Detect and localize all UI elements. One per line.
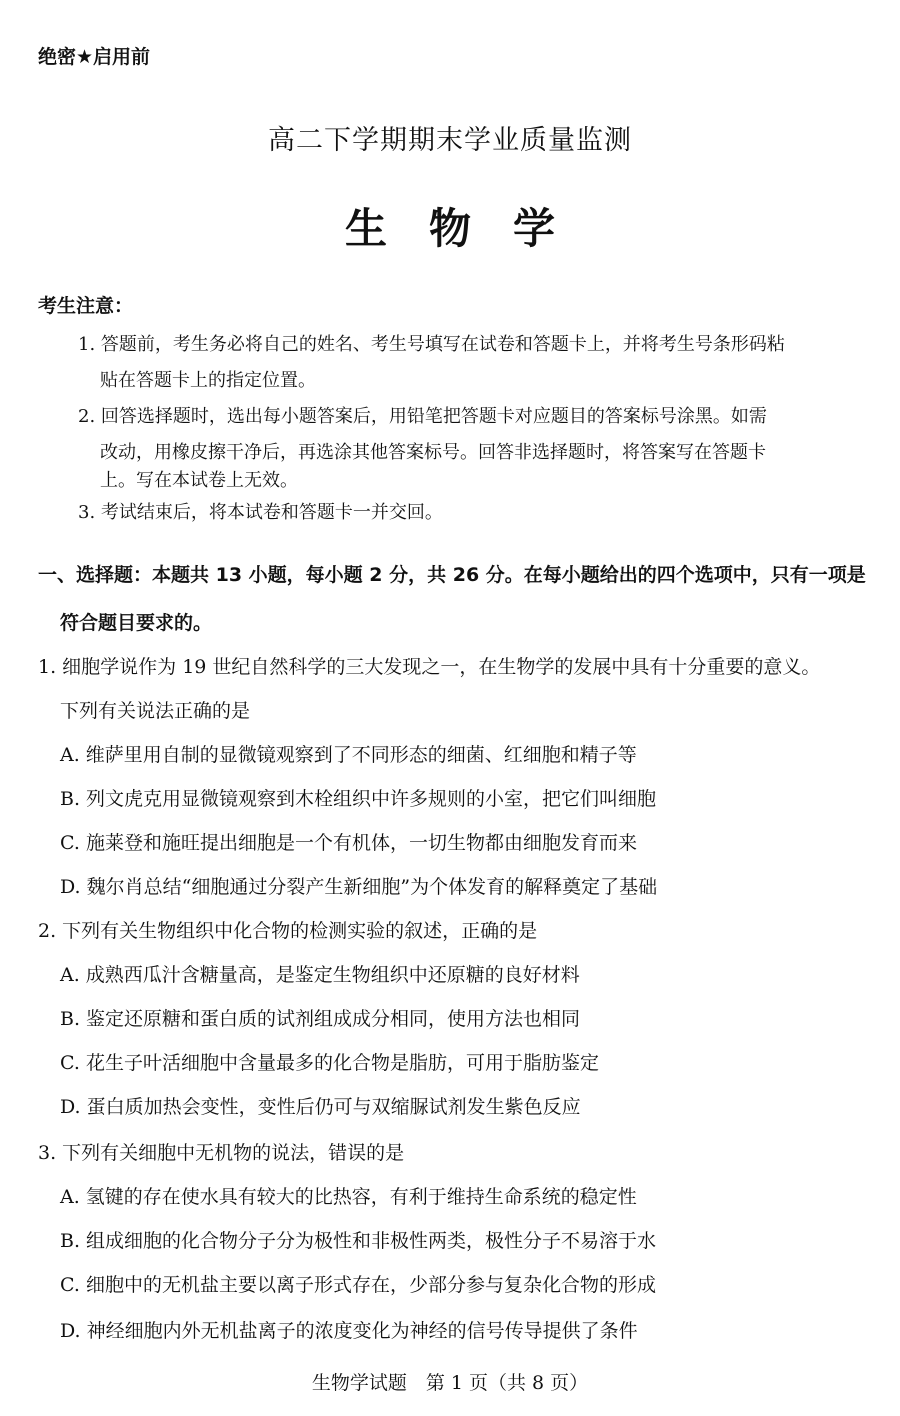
confidential-label: 绝密★启用前	[38, 46, 151, 68]
section-heading-cont: 符合题目要求的。	[60, 612, 213, 634]
page-footer: 生物学试题 第 1 页（共 8 页）	[311, 1372, 589, 1394]
section-heading: 一、选择题：本题共 13 小题，每小题 2 分，共 26 分。在每小题给出的四个选项中，只有一项是	[38, 564, 866, 586]
notice-line: 3. 考试结束后，将本试卷和答题卡一并交回。	[78, 502, 443, 523]
question-2-option-c: C. 花生子叶活细胞中含量最多的化合物是脂肪，可用于脂肪鉴定	[60, 1052, 599, 1074]
question-2-stem: 2. 下列有关生物组织中化合物的检测实验的叙述，正确的是	[38, 920, 538, 942]
question-1-stem-cont: 下列有关说法正确的是	[60, 700, 251, 722]
question-1-stem: 1. 细胞学说作为 19 世纪自然科学的三大发现之一，在生物学的发展中具有十分重要的意义。	[38, 656, 821, 678]
question-1-option-a: A. 维萨里用自制的显微镜观察到了不同形态的细菌、红细胞和精子等	[60, 744, 637, 766]
exam-title: 高二下学期期末学业质量监测	[268, 125, 632, 156]
notice-line: 2. 回答选择题时，选出每小题答案后，用铅笔把答题卡对应题目的答案标号涂黑。如需	[78, 406, 767, 427]
subject-title: 生物学	[344, 204, 597, 253]
question-2-option-a: A. 成熟西瓜汁含糖量高，是鉴定生物组织中还原糖的良好材料	[60, 964, 580, 986]
notice-line: 1. 答题前，考生务必将自己的姓名、考生号填写在试卷和答题卡上，并将考生号条形码粘	[78, 334, 785, 355]
notice-line: 贴在答题卡上的指定位置。	[100, 370, 316, 391]
notice-line: 改动，用橡皮擦干净后，再选涂其他答案标号。回答非选择题时，将答案写在答题卡	[100, 442, 766, 463]
question-2-option-b: B. 鉴定还原糖和蛋白质的试剂组成成分相同，使用方法也相同	[60, 1008, 581, 1030]
question-1-option-c: C. 施莱登和施旺提出细胞是一个有机体，一切生物都由细胞发育而来	[60, 832, 637, 854]
question-3-option-c: C. 细胞中的无机盐主要以离子形式存在，少部分参与复杂化合物的形成	[60, 1274, 656, 1296]
question-3-option-d: D. 神经细胞内外无机盐离子的浓度变化为神经的信号传导提供了条件	[60, 1320, 638, 1342]
notice-line: 上。写在本试卷上无效。	[100, 470, 298, 491]
question-1-option-b: B. 列文虎克用显微镜观察到木栓组织中许多规则的小室，把它们叫细胞	[60, 788, 657, 810]
question-3-option-a: A. 氢键的存在使水具有较大的比热容，有利于维持生命系统的稳定性	[60, 1186, 637, 1208]
notice-title: 考生注意：	[38, 295, 134, 317]
question-3-stem: 3. 下列有关细胞中无机物的说法，错误的是	[38, 1142, 405, 1164]
question-1-option-d: D. 魏尔肖总结“细胞通过分裂产生新细胞”为个体发育的解释奠定了基础	[60, 876, 658, 898]
question-3-option-b: B. 组成细胞的化合物分子分为极性和非极性两类，极性分子不易溶于水	[60, 1230, 657, 1252]
question-2-option-d: D. 蛋白质加热会变性，变性后仍可与双缩脲试剂发生紫色反应	[60, 1096, 581, 1118]
